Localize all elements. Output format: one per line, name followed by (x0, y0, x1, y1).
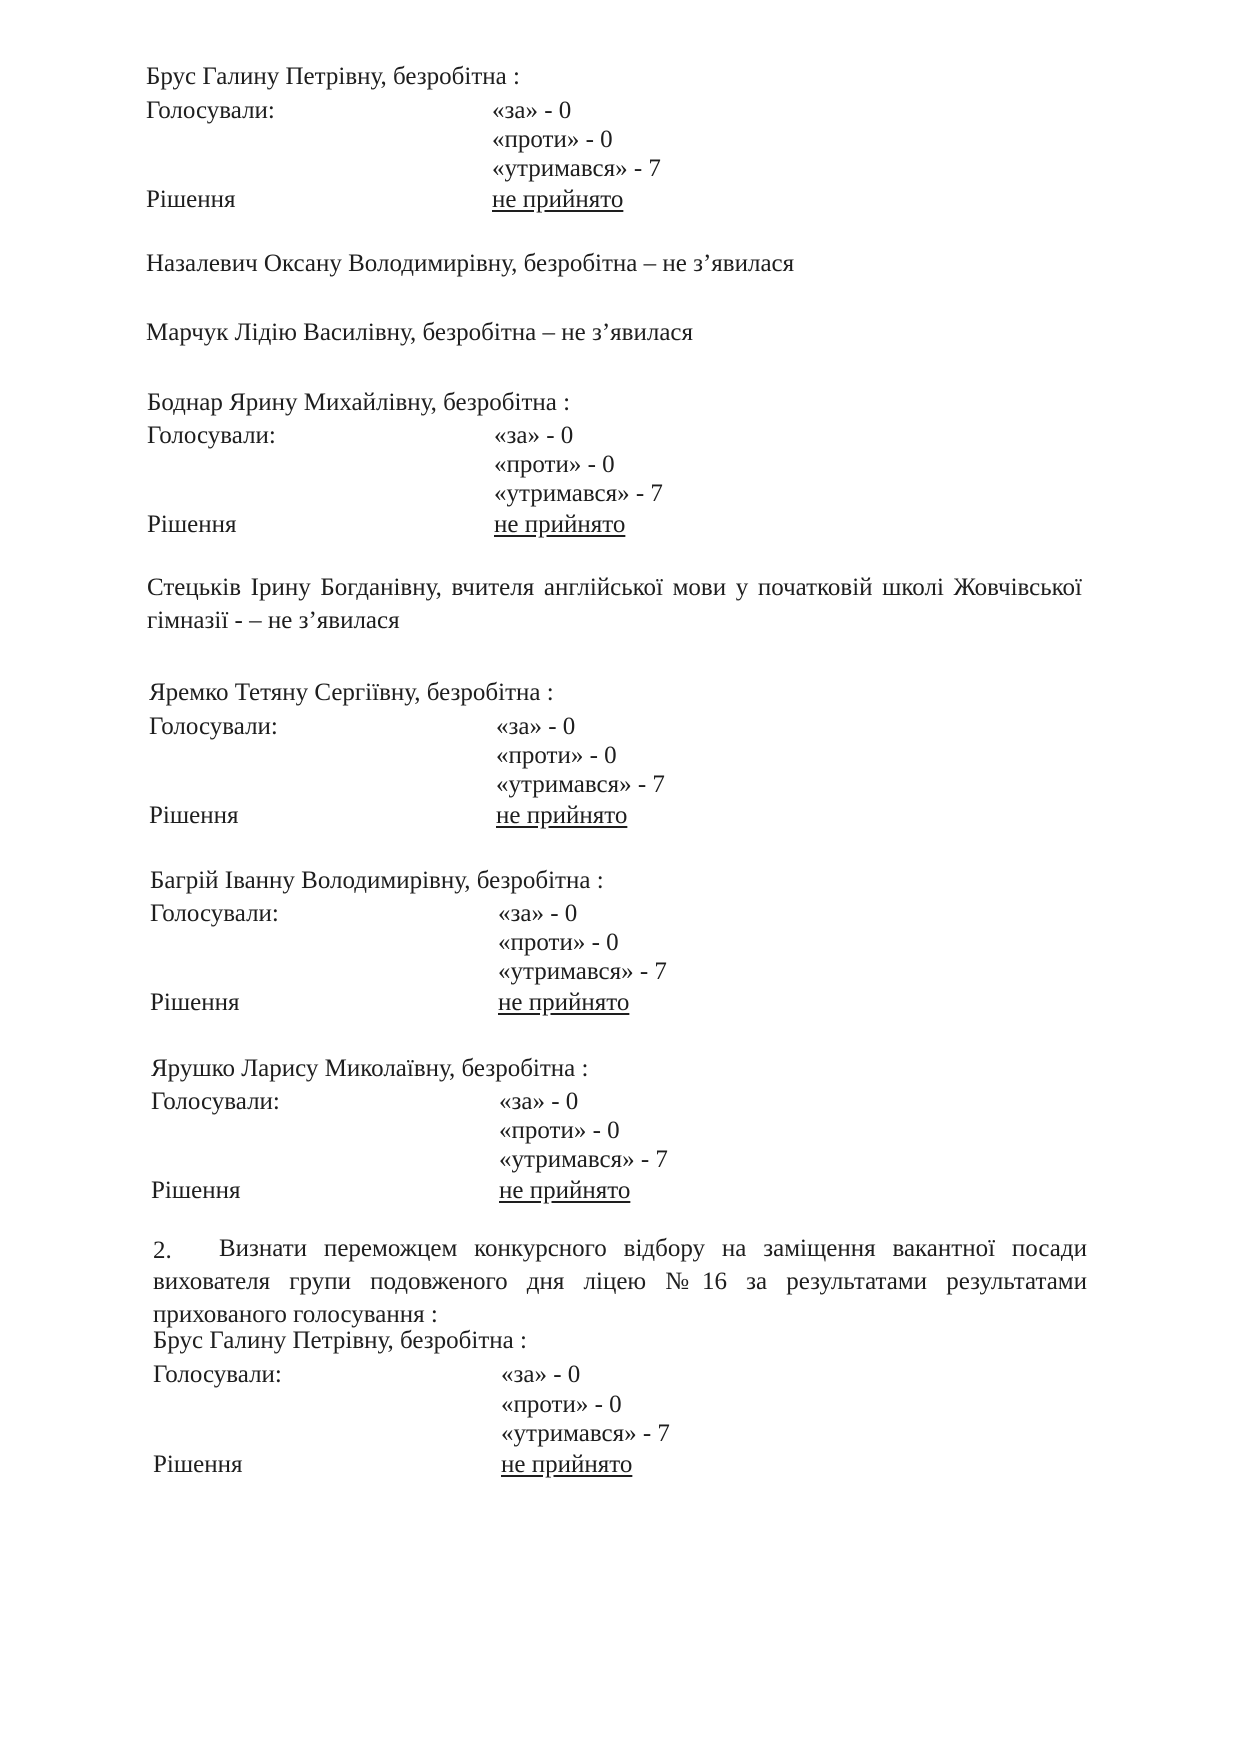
vote-abstained: «утримався» - 7 (501, 1420, 670, 1447)
decision-label: Рішення (151, 1177, 241, 1204)
section-number: 2. (153, 1237, 172, 1264)
decision-value: не прийнято (501, 1451, 633, 1478)
decision-value: не прийнято (492, 186, 624, 213)
vote-for: «за» - 0 (492, 97, 572, 124)
voted-label: Голосували: (146, 97, 275, 124)
vote-abstained: «утримався» - 7 (496, 771, 665, 798)
voted-label: Голосували: (151, 1088, 280, 1115)
candidate-name: Брус Галину Петрівну, безробітна : (146, 63, 520, 90)
vote-for: «за» - 0 (501, 1361, 581, 1388)
decision-label: Рішення (153, 1451, 243, 1478)
candidate-name: Назалевич Оксану Володимирівну, безробітна – не з’явилася (146, 250, 795, 277)
vote-against: «проти» - 0 (498, 929, 619, 956)
candidate-name: Боднар Ярину Михайлівну, безробітна : (147, 389, 571, 416)
vote-against: «проти» - 0 (494, 451, 615, 478)
vote-against: «проти» - 0 (492, 126, 613, 153)
vote-for: «за» - 0 (496, 713, 576, 740)
candidate-name: Марчук Лідію Василівну, безробітна – не з’явилася (146, 319, 694, 346)
voted-label: Голосували: (149, 713, 278, 740)
candidate-name: Брус Галину Петрівну, безробітна : (153, 1327, 527, 1354)
decision-value: не прийнято (496, 802, 628, 829)
decision-label: Рішення (147, 511, 237, 538)
vote-for: «за» - 0 (494, 422, 574, 449)
decision-value: не прийнято (498, 989, 630, 1016)
candidate-name: Стецьків Ірину Богданівну, вчителя англійської мови у початковій школі Жовчівської гімназії - – не з’явилася (147, 574, 1082, 634)
voted-label: Голосували: (150, 900, 279, 927)
candidate-name: Яремко Тетяну Сергіївну, безробітна : (149, 679, 554, 706)
candidate-name: Багрій Іванну Володимирівну, безробітна : (150, 867, 604, 894)
decision-label: Рішення (150, 989, 240, 1016)
decision-value: не прийнято (499, 1177, 631, 1204)
decision-value: не прийнято (494, 511, 626, 538)
decision-label: Рішення (146, 186, 236, 213)
vote-abstained: «утримався» - 7 (494, 480, 663, 507)
vote-abstained: «утримався» - 7 (498, 958, 667, 985)
decision-label: Рішення (149, 802, 239, 829)
vote-against: «проти» - 0 (501, 1391, 622, 1418)
vote-abstained: «утримався» - 7 (499, 1146, 668, 1173)
voted-label: Голосували: (147, 422, 276, 449)
section-paragraph: Визнати переможцем конкурсного відбору на заміщення вакантної посади вихователя групи подовженого дня ліцею №16 за результатами результатами прихованого голосування : (153, 1235, 1087, 1328)
vote-for: «за» - 0 (499, 1088, 579, 1115)
vote-against: «проти» - 0 (496, 742, 617, 769)
candidate-name: Ярушко Ларису Миколаївну, безробітна : (151, 1055, 589, 1082)
vote-against: «проти» - 0 (499, 1117, 620, 1144)
voted-label: Голосували: (153, 1361, 282, 1388)
vote-for: «за» - 0 (498, 900, 578, 927)
vote-abstained: «утримався» - 7 (492, 155, 661, 182)
